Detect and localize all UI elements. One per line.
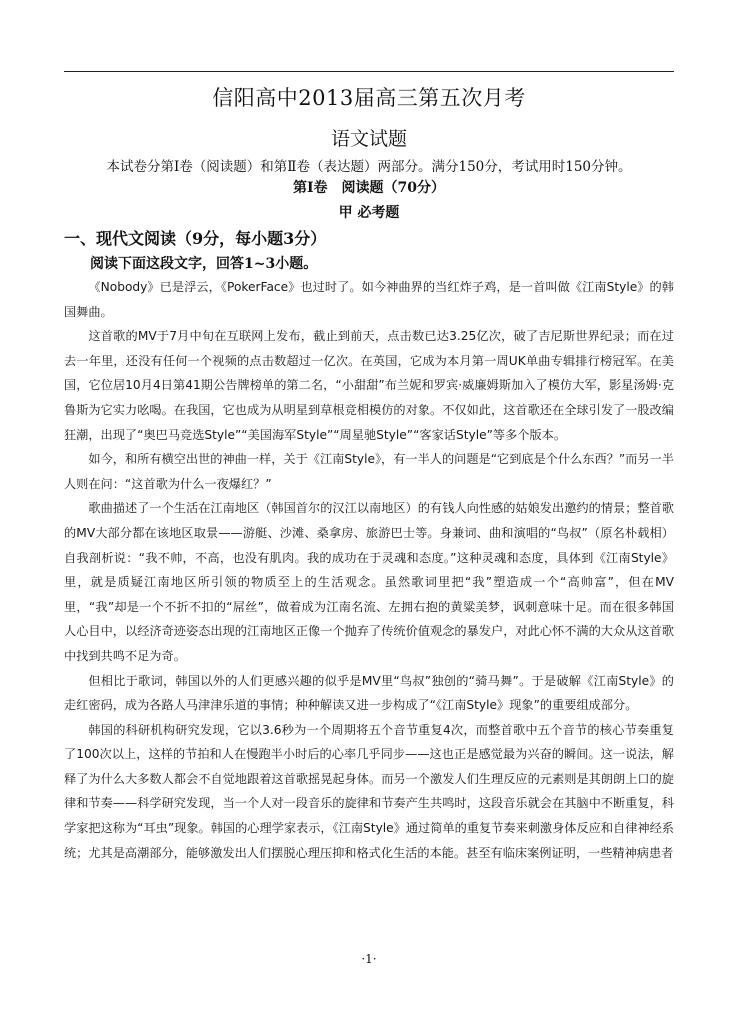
question-instruction: 阅读下面这段文字，回答1~3小题。 — [90, 256, 318, 272]
exam-subtitle: 语文试题 — [330, 128, 407, 150]
passage-paragraph: 《Nobody》已是浮云，《PokerFace》也过时了。如今神曲界的当红炸子鸡，是一首叫做《江南Style》的韩国舞曲。 — [64, 280, 674, 319]
exam-title: 信阳高中2013届高三第五次月考 — [212, 86, 526, 110]
passage-paragraph: 韩国的科研机构研究发现，它以3.6秒为一个周期将五个音节重复4次，而整首歌中五个音节的核心节奏重复了100次以上，这样的节拍和人在慢跑半小时后的心率几乎同步——这也正是感觉最为兴奋的瞬间。这一说法，解释了为什么大多数人都会不自觉地跟着这首歌摇晃起身体。而另一个激发人们生理反应的元素则是其朗朗上口的旋律和节奏——科学研究发现，当一个人对一段音乐的旋律和节奏产生共鸣时，这段音乐就会在其脑中不断重复，科学家把这称为“耳虫”现象。韩国的心理学家表示，《江南Style》通过简单的重复节奏来刺激身体反应和自律神经系统；尤其是高潮部分，能够激发出人们摆脱心理压抑和格式化生活的本能。甚至有临床案例证明，一些精神病患者 — [64, 722, 674, 860]
passage-paragraph: 歌曲描述了一个生活在江南地区（韩国首尔的汉江以南地区）的有钱人向性感的姑娘发出邀约的情景；整首歌的MV大部分都在该地区取景——游艇、沙滩、桑拿房、旅游巴士等。身兼词、曲和演唱的“鸟叔”（原名朴载相）自我剖析说：“我不帅，不高，也没有肌肉。我的成功在于灵魂和态度。”这种灵魂和态度，具体到《江南Style》里，就是质疑江南地区所引领的物质至上的生活观念。虽然歌词里把“我”塑造成一个“高帅富”，但在MV里，“我”却是一个不折不扣的“屌丝”，做着成为江南名流、左拥右抱的黄粱美梦，讽刺意味十足。而在很多韩国人心目中，以经济奇迹姿态出现的江南地区正像一个抛弃了传统价值观念的暴发户，对此心怀不满的大众从这首歌中找到共鸣不足为奇。 — [64, 501, 674, 663]
part-title: 甲 必考题 — [338, 205, 400, 221]
exam-note: 本试卷分第Ⅰ卷（阅读题）和第Ⅱ卷（表达题）两部分。满分150分，考试用时150分钟。 — [106, 159, 632, 175]
page-number: ·1· — [361, 952, 377, 966]
reading-passage — [64, 275, 674, 865]
section-title: 第Ⅰ卷 阅读题（70分） — [292, 180, 446, 196]
top-rule — [64, 71, 674, 72]
question-heading: 一、现代文阅读（9分，每小题3分） — [64, 229, 327, 248]
passage-paragraph: 这首歌的MV于7月中旬在互联网上发布，截止到前天，点击数已达3.25亿次，破了吉尼斯世界纪录；而在过去一年里，还没有任何一个视频的点击数超过一亿次。在英国，它成为本月第一周UK单曲专辑排行榜冠军。在美国，它位居10月4日第41期公告牌榜单的第二名，“小甜甜”布兰妮和罗宾·威廉姆斯加入了模仿大军，影星汤姆·克鲁斯为它实力吆喝。在我国，它也成为从明星到草根竞相模仿的对象。不仅如此，这首歌还在全球引发了一股改编狂潮，出现了“奥巴马竞选Style”“美国海军Style”“周星驰Style”“客家话Style”等多个版本。 — [64, 329, 674, 442]
passage-paragraph: 如今，和所有横空出世的神曲一样，关于《江南Style》，有一半人的问题是“它到底是个什么东西？”而另一半人则在问：“这首歌为什么一夜爆红？” — [64, 452, 674, 491]
passage-paragraph: 但相比于歌词，韩国以外的人们更感兴趣的似乎是MV里“鸟叔”独创的“骑马舞”。于是破解《江南Style》的走红密码，成为各路人马津津乐道的事情；种种解读又进一步构成了“《江南Style》现象”的重要组成部分。 — [64, 673, 674, 713]
